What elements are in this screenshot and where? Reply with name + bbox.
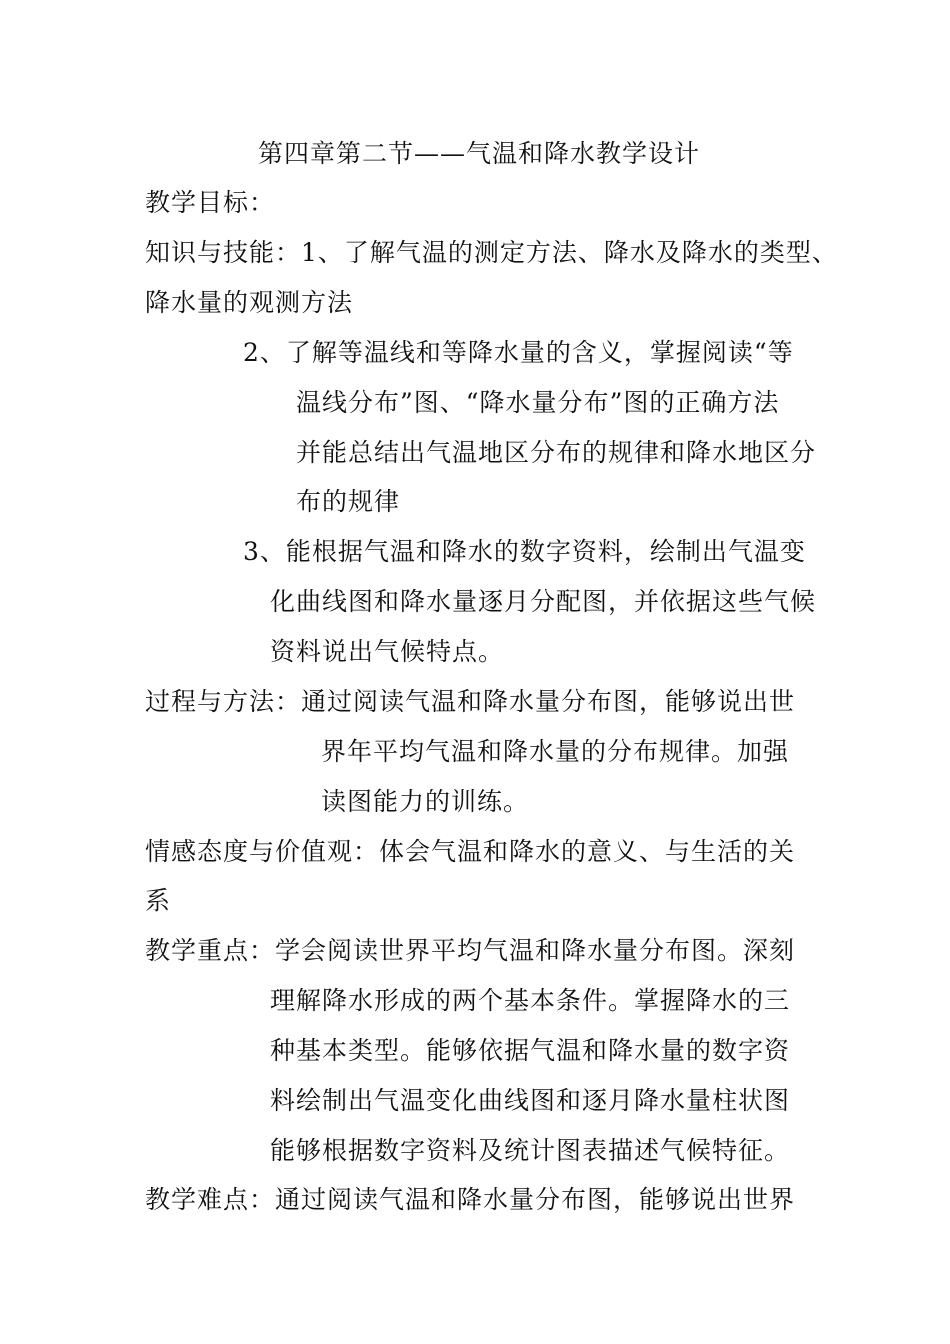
knowledge-line-1: 知识与技能：1、了解气温的测定方法、降水及降水的类型、 [145,238,838,267]
key-points-line-5: 能够根据数字资料及统计图表描述气候特征。 [270,1136,791,1165]
knowledge-item2-line-1: 2、了解等温线和等降水量的含义，掌握阅读“等 [243,338,794,367]
knowledge-item2-line-3: 并能总结出气温地区分布的规律和降水地区分 [296,438,817,467]
process-line-1: 过程与方法：通过阅读气温和降水量分布图，能够说出世 [145,687,796,716]
goals-heading: 教学目标： [145,188,276,217]
key-points-line-2: 理解降水形成的两个基本条件。掌握降水的三 [270,986,791,1015]
emotion-line-1: 情感态度与价值观：体会气温和降水的意义、与生活的关 [145,837,796,866]
difficulty-line-1: 教学难点：通过阅读气温和降水量分布图，能够说出世界 [145,1185,796,1214]
knowledge-item3-line-3: 资料说出气候特点。 [270,637,505,666]
knowledge-item3-line-1: 3、能根据气温和降水的数字资料，绘制出气温变 [243,537,806,566]
key-points-line-1: 教学重点：学会阅读世界平均气温和降水量分布图。深刻 [145,936,796,965]
knowledge-item3-line-2: 化曲线图和降水量逐月分配图，并依据这些气候 [270,587,817,616]
key-points-line-3: 种基本类型。能够依据气温和降水量的数字资 [270,1036,791,1065]
key-points-line-4: 料绘制出气温变化曲线图和逐月降水量柱状图 [270,1086,791,1115]
emotion-line-2: 系 [145,886,172,915]
process-line-3: 读图能力的训练。 [321,787,530,816]
document-title: 第四章第二节——气温和降水教学设计 [258,139,701,168]
process-line-2: 界年平均气温和降水量的分布规律。加强 [321,737,790,766]
knowledge-line-2: 降水量的观测方法 [145,288,354,317]
knowledge-item2-line-4: 布的规律 [296,487,401,516]
knowledge-item2-line-2: 温线分布”图、“降水量分布”图的正确方法 [296,388,780,417]
